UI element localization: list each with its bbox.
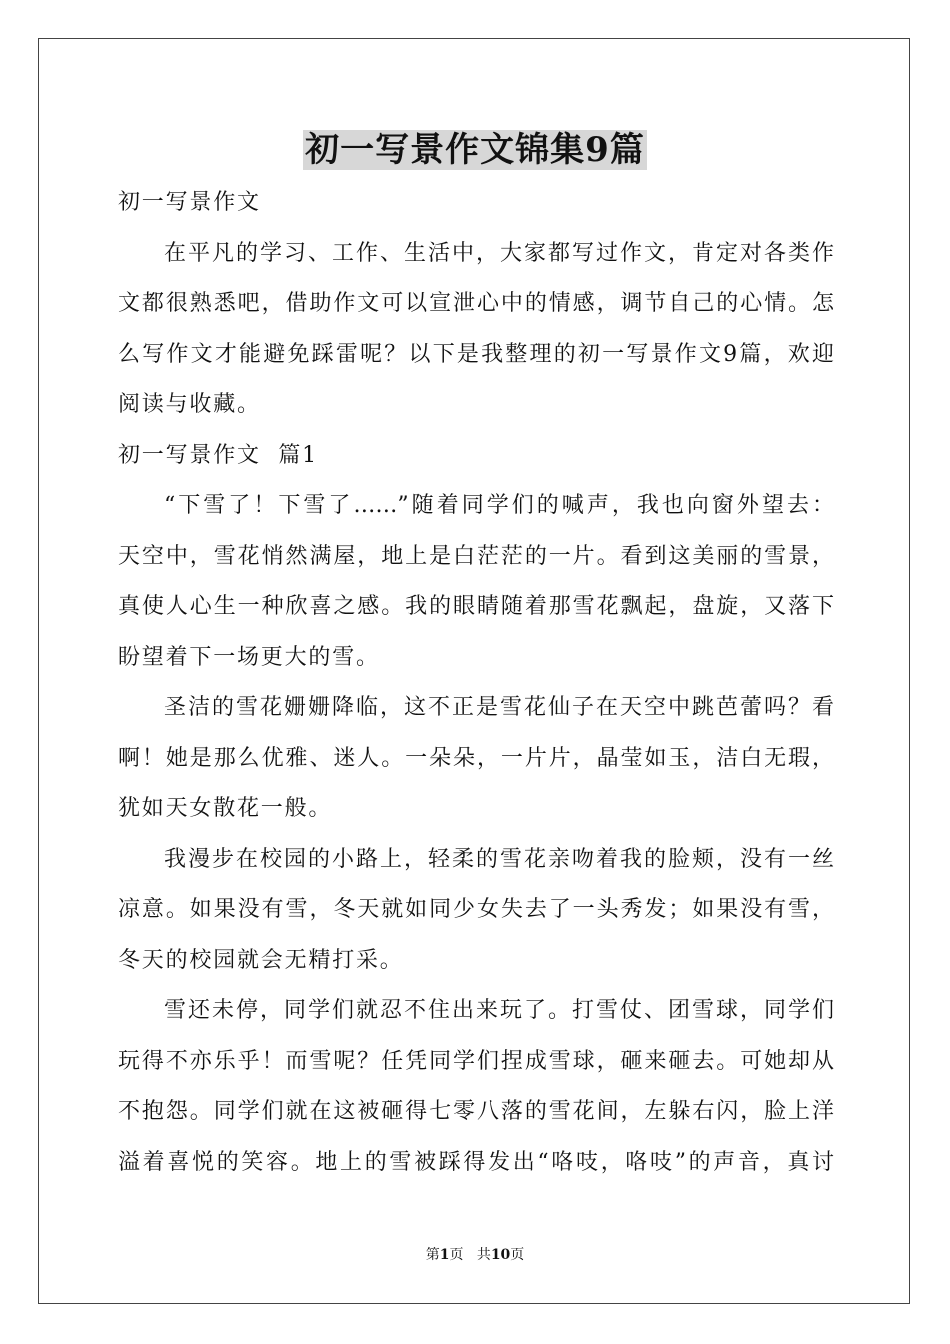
page-prefix: 第 xyxy=(425,1247,440,1263)
page-footer xyxy=(0,1246,950,1264)
text-line: 啊！她是那么优雅、迷人。一朵朵，一片片，晶莹如玉，洁白无瑕， xyxy=(118,745,834,771)
intro-heading: 初一写景作文 xyxy=(118,190,261,215)
paragraph-1 xyxy=(118,481,834,683)
total-prefix: 共 xyxy=(476,1247,491,1263)
section-heading: 初一写景作文 篇1 xyxy=(118,442,318,468)
text-line: 真使人心生一种欣喜之感。我的眼睛随着那雪花飘起，盘旋，又落下 xyxy=(118,594,834,619)
text-line: 凉意。如果没有雪，冬天就如同少女失去了一头秀发；如果没有雪， xyxy=(118,897,834,922)
text-line: 玩得不亦乐乎！而雪呢？任凭同学们捏成雪球，砸来砸去。可她却从 xyxy=(118,1048,834,1074)
text-line: 犹如天女散花一般。 xyxy=(118,796,333,821)
total-pages: 10 xyxy=(490,1247,511,1263)
text-line: 溢着喜悦的笑容。地上的雪被踩得发出“咯吱，咯吱”的声音，真讨 xyxy=(118,1149,834,1175)
text-line: 在平凡的学习、工作、生活中，大家都写过作文，肯定对各类作 xyxy=(164,240,834,266)
paragraph-2 xyxy=(118,683,834,835)
text-line: 雪还未停，同学们就忍不住出来玩了。打雪仗、团雪球，同学们 xyxy=(164,998,834,1023)
text-line: 圣洁的雪花姗姗降临，这不正是雪花仙子在天空中跳芭蕾吗？看 xyxy=(164,695,834,720)
intro-paragraph xyxy=(118,229,834,431)
text-line: 文都很熟悉吧，借助作文可以宣泄心中的情感，调节自己的心情。怎 xyxy=(118,291,834,316)
text-line: 不抱怨。同学们就在这被砸得七零八落的雪花间，左躲右闪，脸上洋 xyxy=(118,1099,834,1124)
page-suffix: 页 xyxy=(449,1247,464,1263)
paragraph-3 xyxy=(118,835,834,987)
document-title xyxy=(0,128,950,172)
paragraph-4 xyxy=(118,986,834,1188)
text-line: 我漫步在校园的小路上，轻柔的雪花亲吻着我的脸颊，没有一丝 xyxy=(164,846,834,872)
text-line: 天空中，雪花悄然满屋，地上是白茫茫的一片。看到这美丽的雪景， xyxy=(118,543,834,569)
text-line: 盼望着下一场更大的雪。 xyxy=(118,644,380,670)
text-line: 冬天的校园就会无精打采。 xyxy=(118,947,404,973)
document-body xyxy=(118,178,834,1188)
document-title-text: 初一写景作文锦集9篇 xyxy=(305,130,645,170)
total-suffix: 页 xyxy=(510,1247,525,1263)
text-line: “下雪了！下雪了……”随着同学们的喊声，我也向窗外望去： xyxy=(164,493,834,518)
text-line: 阅读与收藏。 xyxy=(118,392,261,417)
page-number: 1 xyxy=(439,1247,450,1263)
text-line: 么写作文才能避免踩雷呢？以下是我整理的初一写景作文9篇，欢迎 xyxy=(118,341,834,367)
